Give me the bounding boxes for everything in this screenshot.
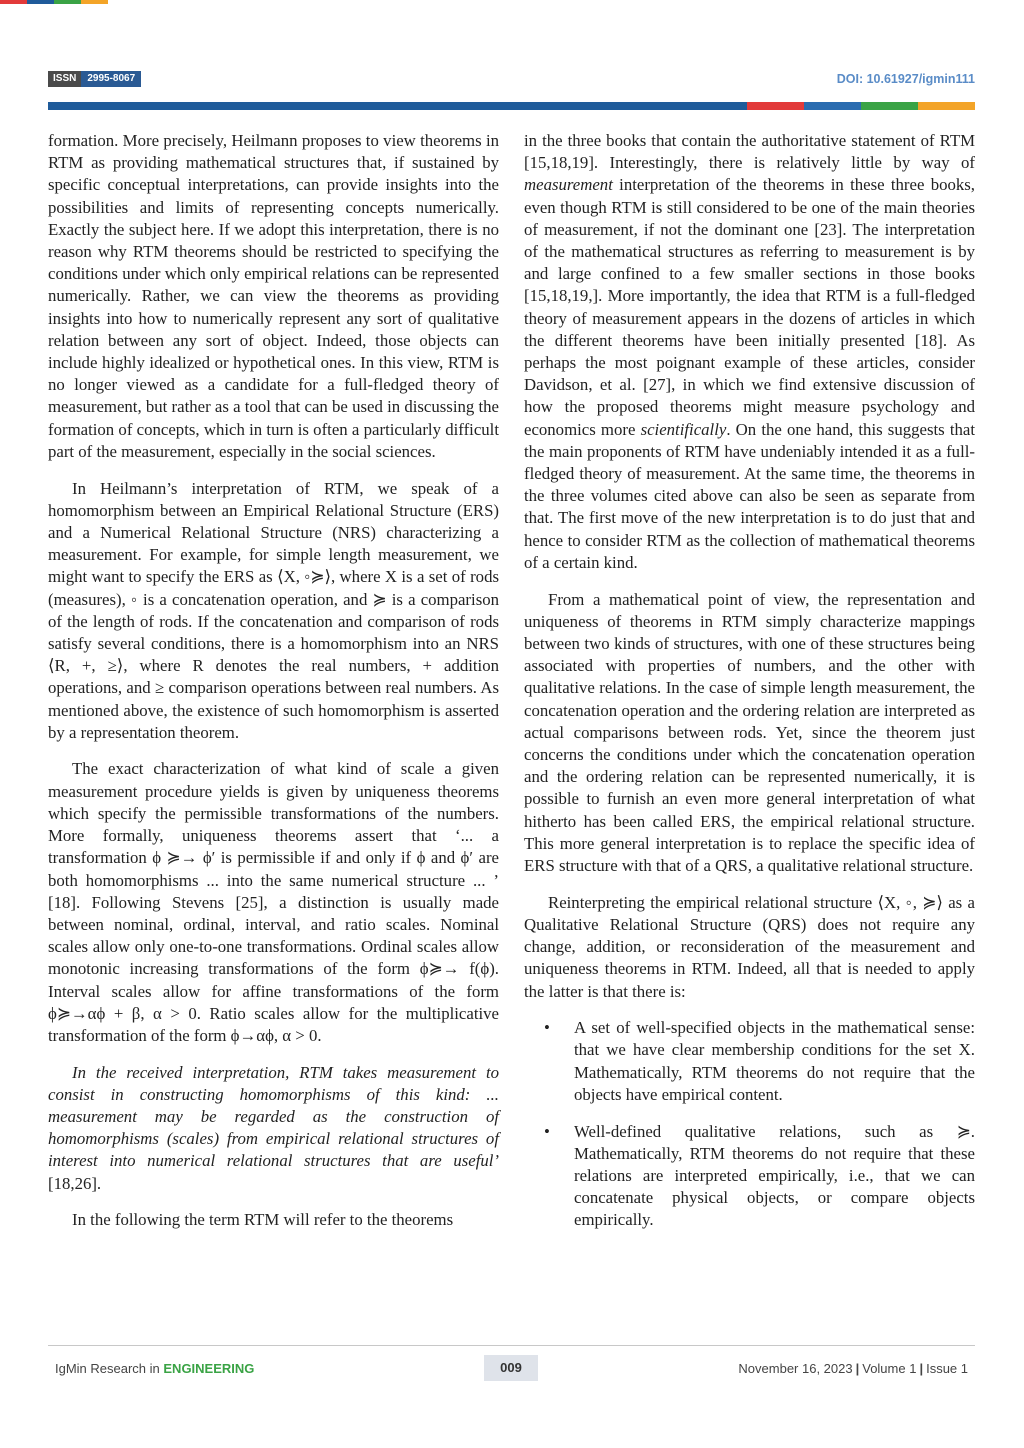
doi-link[interactable]: DOI: 10.61927/igmin111 [836,72,975,86]
strip-red [0,0,27,4]
paragraph [524,130,975,574]
text-run: interpretation of the theorems in these three books, even though RTM is still considered to be one of the main theories of measurement, if not the dominant one [23]. The interpretation of the mathematical structures as referring to measurement is by and large confined to a few smaller sections in those books [15,18,19,]. More importantly, the idea that RTM is a full-fledged theory of measurement appears in the dozens of articles in which the different theorems have been initially presented [18]. As perhaps the most poignant example of these articles, consider Davidson, et al. [27], in which we find extensive discussion of how the proposed theorems might measure psychology and economics more [524,175,975,439]
left-column [48,130,499,1246]
header-bar-red [747,102,804,110]
emphasis: scientifically [640,419,727,439]
header-bar-main [48,102,747,110]
issn-badge [48,71,141,87]
emphasis: measurement [524,175,613,195]
header-bar-blue [804,102,861,110]
paragraph: The exact characterization of what kind of scale a given measurement procedure yields is given by uniqueness theorems which specify the permissible transformations of the numbers. More formally, uniqueness theorems assert that ‘... a transformation ϕ ≽→ ϕ′ is permissible if and only if ϕ and ϕ′ are both homomorphisms ... into the same numerical structure ... ’ [18]. Following Stevens [25], a distinction is usually made between nominal, ordinal, interval, and ratio scales. Nominal scales allow only one-to-one transformations. Ordinal scales allow monotonic increasing transformations of the form ϕ≽→ f(ϕ). Interval scales allow for affine transformations of the form ϕ≽→αϕ + β, α > 0. Ratio scales allow for the multiplicative transformation of the form ϕ→αϕ, α > 0. [48,759,499,1045]
footer-rule [48,1345,975,1346]
header-bar-green [861,102,918,110]
footer-volume: Volume 1 [862,1361,917,1376]
text-run: . On the one hand, this suggests that the main proponents of RTM have undeniably intended it as a full-fledged theory of measurement. At the same time, the theorems in the three volumes cited above can also be seen as separate from that. The first move of the new interpretation is to do just that and hence to consider RTM as the collection of mathematical theorems of a certain kind. [524,419,975,572]
paragraph: formation. More precisely, Heilmann proposes to view theorems in RTM as providing mathematical structures that, if sustained by specific conceptual interpretations, can provide insights into the possibilities and limits of representing concepts numerically. Exactly the subject here. If we adopt this interpretation, there is no reason why RTM theorems should be restricted to specifying the conditions under which only empirical relations can be represented numerically. Rather, we can view the theorems as providing insights into how to numerically represent any sort of qualitative relation between any sort of object. Indeed, those objects can include highly idealized or hypothetical ones. In this view, RTM is no longer viewed as a candidate for a full-fledged theory of measurement, but rather as a tool that can be used in discussing the formation of concepts, which in turn is often a particularly difficult part of the measurement, especially in the social sciences. [48,131,499,461]
bullet-list [524,1017,975,1231]
journal-field: ENGINEERING [163,1361,255,1376]
bullet-icon: • [544,1018,550,1038]
text-run: in the three books that contain the authoritative statement of RTM [15,18,19]. Interestingly, there is relatively little by way of [524,131,975,173]
paragraph: From a mathematical point of view, the representation and uniqueness of theorems in RTM simply characterize mappings between two kinds of structures, with one of these structures being associated with properties of numbers, and the other with qualitative relations. In the case of simple length measurement, the concatenation operation and the ordering relation are interpreted as actual comparisons between rods. Yet, since the theorem just concerns the conditions under which the concatenation operation and the ordering relation can be represented numerically, it is possible to furnish an even more general interpretation of what hitherto has been called ERS, the empirical relational structure. This more general interpretation is to replace the specific idea of ERS structure with that of a QRS, a qualitative relational structure. [524,589,975,875]
paragraph: In Heilmann’s interpretation of RTM, we speak of a homomorphism between an Empirical Relational Structure (ERS) and a Numerical Relational Structure (NRS) characterizing a measurement. For example, for simple length measurement, we might want to specify the ERS as ⟨X, ◦≽⟩, where X is a set of rods (measures), ◦ is a concatenation operation, and ≽ is a comparison of the length of rods. If the concatenation and comparison of rods satisfy several conditions, there is a homomorphism into an NRS ⟨R, +, ≥⟩, where R denotes the real numbers, + addition operations, and ≥ comparison operations between real numbers. As mentioned above, the existence of such homomorphism is asserted by a representation theorem. [48,478,499,742]
issn-label: ISSN [48,71,81,87]
list-item-text: Well-defined qualitative relations, such as ≽. Mathematically, RTM theorems do not require that these relations are interpreted empirically, i.e., that we can concatenate physical objects, or compare objects empirically. [574,1121,975,1230]
strip-green [54,0,81,4]
footer-date: November 16, 2023 [738,1361,853,1376]
paragraph: In the following the term RTM will refer to the theorems [72,1210,454,1230]
list-item [524,1017,975,1106]
page-number: 009 [484,1355,538,1381]
top-color-strip [0,0,108,4]
quote-paragraph [48,1062,499,1195]
strip-orange [81,0,108,4]
paragraph: Reinterpreting the empirical relational structure ⟨X, ◦, ≽⟩ as a Qualitative Relational Structure (QRS) does not require any change, addition, or reconsideration of the measurement and uniqueness theorems in RTM. Indeed, all that is needed to apply the latter is that there is: [524,892,975,1001]
citation: [18,26]. [48,1173,102,1193]
journal-prefix: IgMin Research in [55,1361,164,1376]
strip-blue [27,0,54,4]
footer-journal [55,1361,254,1376]
bullet-icon: • [544,1121,550,1141]
separator: | [919,1361,924,1376]
list-item-text: A set of well-specified objects in the mathematical sense: that we have clear membership conditions for the set X. Mathematically, RTM theorems do not require that the objects have empirical content. [574,1018,975,1104]
footer-issue: Issue 1 [926,1361,968,1376]
list-item [524,1121,975,1232]
italic-quote: In the received interpretation, RTM takes measurement to consist in constructing homomorphisms of this kind: ... measurement may be regarded as the construction of homomorphisms (scales) from empirical relational structures of interest into numerical relational structures that are useful’ [48,1062,499,1171]
header-bar-orange [918,102,975,110]
header-bar [48,102,975,110]
footer-issue-info [738,1361,968,1376]
right-column [524,130,975,1246]
separator: | [855,1361,860,1376]
issn-value: 2995-8067 [81,71,141,87]
